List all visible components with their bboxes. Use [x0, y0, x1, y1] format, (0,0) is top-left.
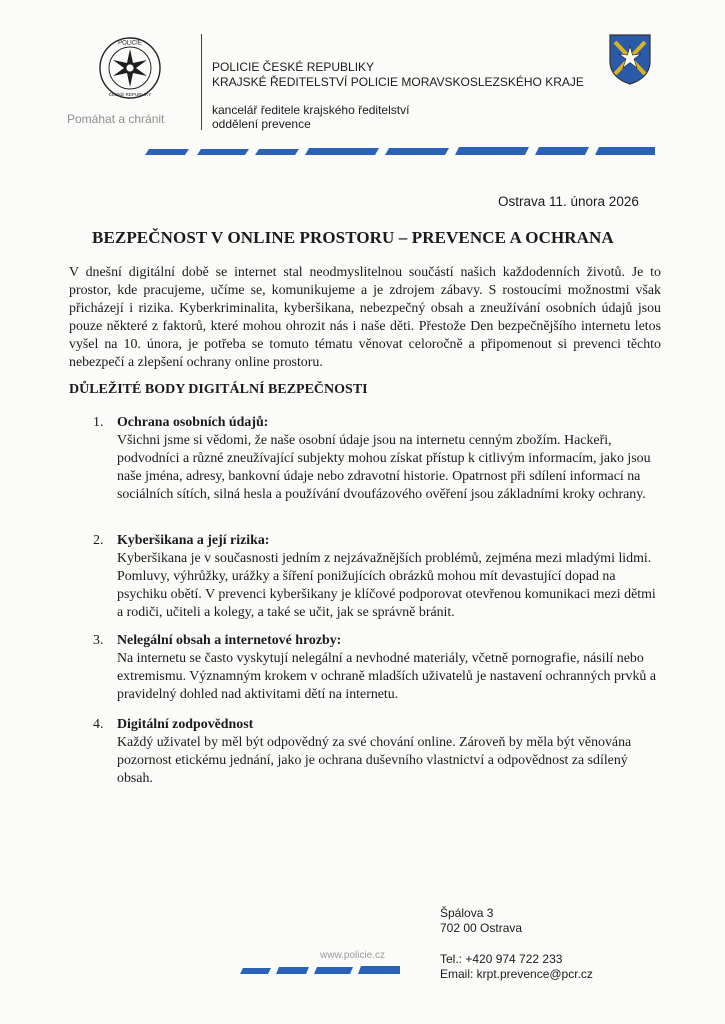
motto: Pomáhat a chránit [67, 112, 165, 126]
logo-left-text-bottom: ČESKÉ REPUBLIKY [108, 92, 152, 97]
list-item-title: Ochrana osobních údajů: [117, 415, 269, 430]
footer-address-line-1: Špálova 3 [440, 906, 494, 920]
footer-contact [440, 952, 593, 982]
list-item [93, 532, 657, 622]
list-item [93, 414, 657, 504]
footer-website: www.policie.cz [320, 950, 386, 961]
footer-band-decoration [240, 966, 400, 974]
intro-paragraph: V dnešní digitální době se internet stal neodmyslitelnou součástí našich každodenních životů. Je to prostor, kde pracujeme, učíme se, komunikujeme a je zdrojem zábavy. S rostoucími možnostmi však přicházejí i rizika. Kyberkriminalita, kyberšikana, nebezpečný obsah a zneužívání osobních údajů jsou pouze některé z faktorů, které mohou ohrozit nás i naše děti. Přestože Den bezpečnějšího internetu letos vyšel na 10. února, je potřeba se tomuto tématu věnovat celoročně a připomenout si prevenci těchto nebezpečí a zlepšení ochrany online prostoru. [69, 265, 661, 370]
list-item-body: Kyberšikana je v současnosti jedním z nejzávažnějších problémů, zejména mezi mladými lidmi. Pomluvy, výhrůžky, urážky a šíření ponižujících obrázků mohou mít devastující dopad na psychiku obětí. V prevenci kyberšikany je klíčové podporovat otevřenou komunikaci mezi dětmi a rodiči, učiteli a kolegy, a také se učit, jak se správně bránit. [117, 551, 656, 620]
list-item [93, 632, 657, 704]
document-date: Ostrava 11. února 2026 [498, 194, 639, 209]
org-line-1: POLICIE ČESKÉ REPUBLIKY [212, 60, 375, 74]
document-title: BEZPEČNOST V ONLINE PROSTORU – PREVENCE A OCHRANA [92, 228, 614, 247]
list-item-title: Nelegální obsah a internetové hrozby: [117, 633, 342, 648]
list-item-number: 2. [93, 533, 104, 548]
office-line-1: kancelář ředitele krajského ředitelství [212, 103, 410, 117]
footer-email: Email: krpt.prevence@pcr.cz [440, 967, 593, 981]
list-item-title: Digitální zodpovědnost [117, 717, 254, 732]
footer-address [440, 906, 522, 936]
office-name [212, 103, 409, 131]
list-item-number: 1. [93, 415, 104, 430]
header-band-decoration [145, 146, 655, 156]
list-item-number: 3. [93, 633, 104, 648]
section-heading: DŮLEŽITÉ BODY DIGITÁLNÍ BEZPEČNOSTI [69, 382, 368, 397]
header-divider [201, 34, 202, 130]
regional-shield-emblem-icon [607, 32, 653, 86]
list-item [93, 716, 657, 788]
footer-address-line-2: 702 00 Ostrava [440, 921, 523, 935]
logo-left-text-top: POLICIE [118, 40, 142, 47]
list-item-body: Na internetu se často vyskytují nelegální a nevhodné materiály, včetně pornografie, násilí nebo extremismu. Významným krokem v ochraně mladších uživatelů je nastavení ochranných prvků a pravidelný dohled nad aktivitami dětí na internetu. [117, 651, 656, 702]
police-star-logo-icon [98, 36, 162, 100]
office-line-2: oddělení prevence [212, 117, 311, 131]
org-line-2: KRAJSKÉ ŘEDITELSTVÍ POLICIE MORAVSKOSLEZSKÉHO KRAJE [212, 75, 584, 89]
organization-name [212, 60, 584, 90]
list-item-body: Každý uživatel by měl být odpovědný za své chování online. Zároveň by měla být věnována pozornost etickému jednání, jako je ochrana duševního vlastnictví a odpovědnost za sdílený obsah. [117, 735, 632, 786]
list-item-title: Kyberšikana a její rizika: [117, 533, 270, 548]
footer-phone: Tel.: +420 974 722 233 [440, 952, 563, 966]
list-item-body: Všichni jsme si vědomi, že naše osobní údaje jsou na internetu cenným zbožím. Hackeři, podvodníci a různé zneužívající subjekty mohou získat přístup k citlivým informacím, jako jsou naše jména, adresy, bankovní údaje nebo zdravotní historie. Opatrnost při sdílení informací na sociálních sítích, silná hesla a používání dvoufázového ověření jsou základními kroky ochrany. [117, 433, 651, 502]
list-item-number: 4. [93, 717, 104, 732]
